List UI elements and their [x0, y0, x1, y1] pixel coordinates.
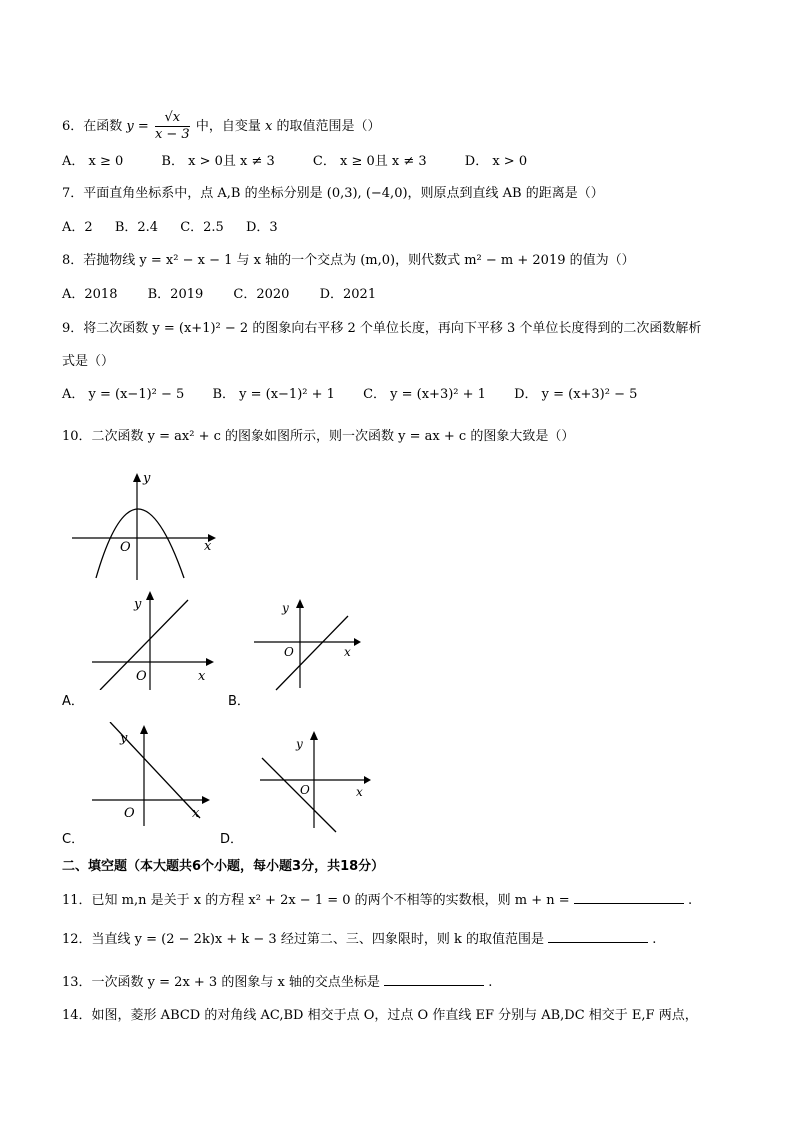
graph-d-x-arrow [364, 776, 371, 784]
q6-frac-num: √x [155, 110, 190, 127]
graph-c-y-label: y [120, 731, 128, 746]
graph-c-y-arrow [140, 725, 148, 734]
q6-fraction [155, 110, 190, 143]
q10-fig-y-arrow [133, 473, 141, 482]
graph-c-x-label: x [192, 806, 200, 821]
graph-c-x-arrow [202, 796, 210, 804]
q9-stem-line2: 式是（） [62, 354, 115, 369]
q11 [62, 889, 692, 911]
q10-parabola-curve [96, 509, 184, 578]
graph-a-y-arrow [146, 591, 154, 600]
q12-end: . [652, 932, 657, 947]
q6-option-a[interactable]: A． x ≥ 0 [62, 154, 124, 169]
q10-option-d-label[interactable]: D． [220, 832, 244, 847]
q6-var: x [265, 119, 273, 134]
q8-options [62, 285, 402, 305]
graph-b-y-arrow [296, 599, 304, 608]
q6-option-b[interactable]: B． x > 0且 x ≠ 3 [161, 154, 275, 169]
q8-stem: 8．若抛物线 y = x² − x − 1 与 x 轴的一个交点为 (m,0)，则代数式 m² − m + 2019 的值为（） [62, 253, 635, 268]
q8-option-d[interactable]: D．2021 [319, 287, 377, 302]
q10-graph-b[interactable] [250, 598, 362, 694]
graph-b-x-label: x [344, 645, 351, 659]
q7-options [62, 218, 296, 238]
q10-graph-a[interactable] [88, 590, 216, 690]
q7-option-d[interactable]: D．3 [245, 220, 278, 235]
q13-answer-blank[interactable] [384, 971, 484, 986]
q11-stem: 11．已知 m,n 是关于 x 的方程 x² + 2x − 1 = 0 的两个不相等的实数根，则 m + n = [62, 893, 570, 908]
q10-fig-y-label: y [143, 471, 151, 486]
graph-d-line [262, 758, 336, 832]
graph-c-origin: O [124, 806, 135, 821]
q10-fig-origin: O [120, 540, 131, 555]
graph-b-x-arrow [354, 638, 361, 646]
graph-a-y-label: y [134, 597, 142, 612]
q14-stem: 14．如图，菱形 ABCD 的对角线 AC,BD 相交于点 O，过点 O 作直线 EF 分别与 AB,DC 相交于 E,F 两点， [62, 1008, 698, 1023]
q12-answer-blank[interactable] [548, 928, 648, 943]
graph-d-y-arrow [310, 731, 318, 740]
q8-option-a[interactable]: A．2018 [62, 287, 118, 302]
q6-prefix: 6．在函数 [62, 119, 123, 134]
graph-d-y-label: y [296, 737, 303, 751]
q13 [62, 971, 492, 993]
q13-stem: 13．一次函数 y = 2x + 3 的图象与 x 轴的交点坐标是 [62, 975, 380, 990]
q9-option-b[interactable]: B． y = (x−1)² + 1 [212, 387, 335, 402]
q8-option-b[interactable]: B．2019 [147, 287, 204, 302]
q10-graph-c[interactable] [88, 722, 216, 826]
q11-end: . [687, 893, 693, 908]
q10-option-c-label[interactable]: C． [62, 832, 85, 847]
q10-option-b-label[interactable]: B． [228, 694, 250, 709]
q7-stem: 7．平面直角坐标系中，点 A,B 的坐标分别是 (0,3), (−4,0)，则原点到直线 AB 的距离是（） [62, 186, 604, 201]
q9-options [62, 385, 661, 405]
q11-answer-blank[interactable] [574, 889, 684, 904]
q9-option-a[interactable]: A． y = (x−1)² − 5 [62, 387, 185, 402]
graph-d-x-label: x [356, 785, 363, 799]
q6-suffix: 中，自变量 [195, 119, 261, 134]
q7-option-b[interactable]: B．2.4 [114, 220, 159, 235]
graph-d-origin: O [300, 783, 310, 797]
q10-option-a-label[interactable]: A． [62, 694, 84, 709]
graph-b-y-label: y [282, 601, 289, 615]
q10-parabola-figure [70, 470, 220, 582]
section2-title: 二、填空题（本大题共6个小题，每小题3分，共18分） [62, 859, 385, 874]
q10-fig-x-label: x [204, 539, 212, 554]
q6-options [62, 152, 561, 172]
q6-frac-den: x − 3 [154, 127, 190, 142]
q7-option-c[interactable]: C．2.5 [180, 220, 224, 235]
q7-option-a[interactable]: A．2 [62, 220, 93, 235]
q10-graph-d[interactable] [256, 730, 372, 834]
q8-option-c[interactable]: C．2020 [233, 287, 290, 302]
q12 [62, 928, 656, 950]
q10-stem: 10．二次函数 y = ax² + c 的图象如图所示，则一次函数 y = ax + c 的图象大致是（） [62, 429, 575, 444]
graph-a-x-label: x [198, 669, 206, 684]
q6-end: 的取值范围是（） [276, 119, 381, 134]
q9-stem-line1: 9．将二次函数 y = (x+1)² − 2 的图象向右平移 2 个单位长度，再向下平移 3 个单位长度得到的二次函数解析 [62, 321, 702, 336]
q9-option-c[interactable]: C． y = (x+3)² + 1 [363, 387, 486, 402]
graph-a-x-arrow [206, 658, 214, 666]
q9-option-d[interactable]: D． y = (x+3)² − 5 [514, 387, 638, 402]
q6-stem [62, 110, 381, 143]
q6-func-lhs: y = [126, 119, 149, 134]
graph-b-origin: O [284, 645, 294, 659]
q12-stem: 12．当直线 y = (2 − 2k)x + k − 3 经过第二、三、四象限时，则 k 的取值范围是 [62, 932, 544, 947]
q6-option-d[interactable]: D． x > 0 [464, 154, 528, 169]
graph-a-origin: O [136, 669, 147, 684]
q6-option-c[interactable]: C． x ≥ 0且 x ≠ 3 [312, 154, 427, 169]
q13-end: . [488, 975, 493, 990]
